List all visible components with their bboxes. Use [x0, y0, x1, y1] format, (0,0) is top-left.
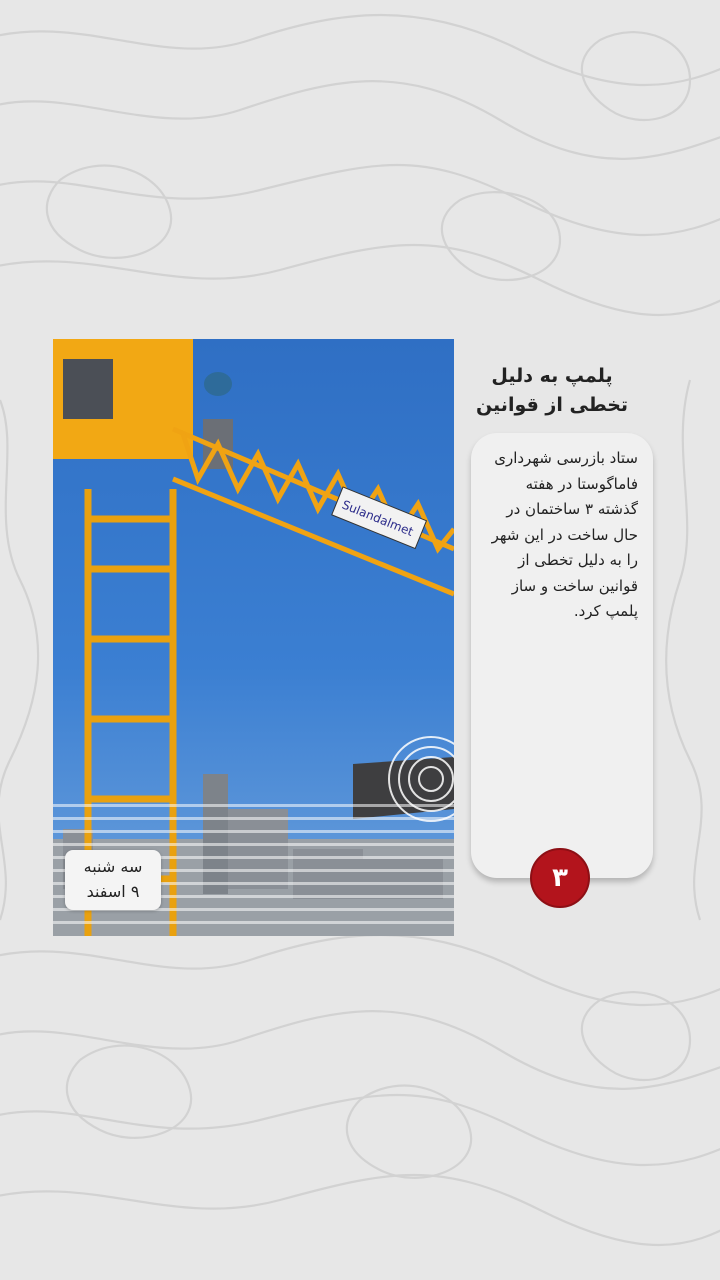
date-day-month: ۹ اسفند: [86, 882, 140, 901]
date-badge: [65, 850, 161, 910]
story-body: ستاد بازرسی شهرداری فاماگوستا در هفته گذشته ۳ ساختمان در حال ساخت در این شهر را به دلیل تخطی از قوانین ساخت و ساز پلمپ کرد.: [491, 449, 638, 620]
crane-photo: [53, 339, 454, 936]
page-number-badge: ۳: [530, 848, 590, 908]
date-weekday: سه شنبه: [83, 857, 143, 876]
story-title: پلمپ به دلیل تخطی از قوانین: [475, 365, 629, 416]
banner-text: Sulandalmet: [339, 497, 416, 539]
